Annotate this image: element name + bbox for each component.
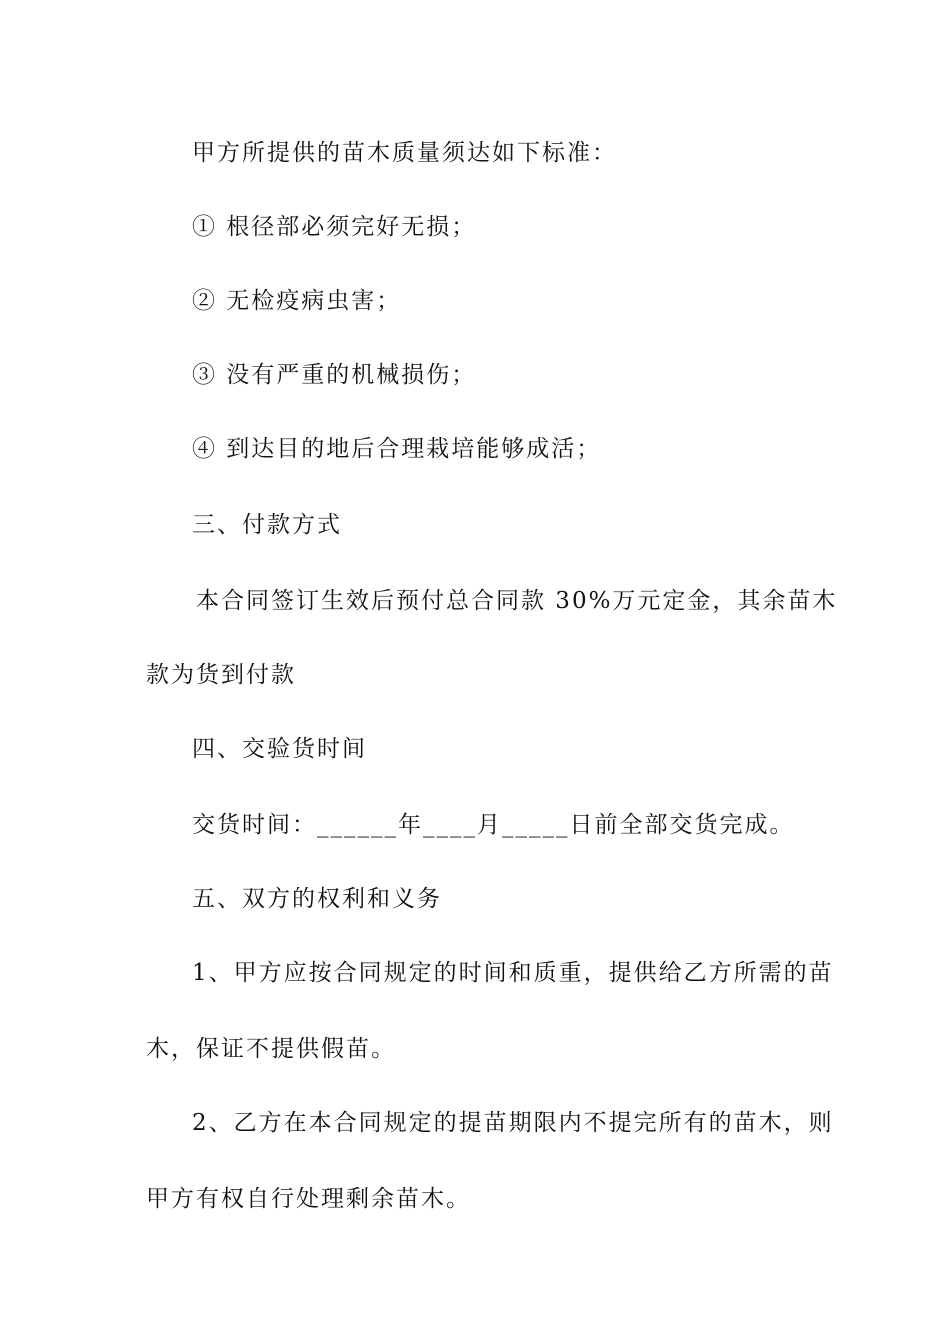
paragraph-payment-line-2: 款为货到付款 [146, 662, 296, 688]
list-item-pests: ② 无检疫病虫害； [192, 288, 402, 314]
section-heading-payment: 三、付款方式 [192, 512, 342, 538]
paragraph-rights-2-line-1: 2、乙方在本合同规定的提苗期限内不提完所有的苗木，则 [192, 1110, 834, 1136]
paragraph-rights-2-line-2: 甲方有权自行处理剩余苗木。 [146, 1186, 471, 1212]
list-item-damage: ③ 没有严重的机械损伤； [192, 362, 477, 388]
section-heading-delivery: 四、交验货时间 [192, 736, 367, 762]
list-item-roots: ① 根径部必须完好无损； [192, 214, 477, 240]
list-item-survival: ④ 到达目的地后合理栽培能够成活； [192, 436, 602, 462]
paragraph-delivery-time: 交货时间：______年____月_____日前全部交货完成。 [192, 812, 795, 838]
paragraph-rights-1-line-1: 1、甲方应按合同规定的时间和质重，提供给乙方所需的苗 [192, 960, 834, 986]
paragraph-payment-line-1: 本合同签订生效后预付总合同款 30%万元定金，其余苗木 [196, 588, 838, 614]
section-heading-rights: 五、双方的权利和义务 [192, 886, 442, 912]
paragraph-quality-standard: 甲方所提供的苗木质量须达如下标准： [192, 140, 617, 166]
paragraph-rights-1-line-2: 木，保证不提供假苗。 [146, 1036, 396, 1062]
